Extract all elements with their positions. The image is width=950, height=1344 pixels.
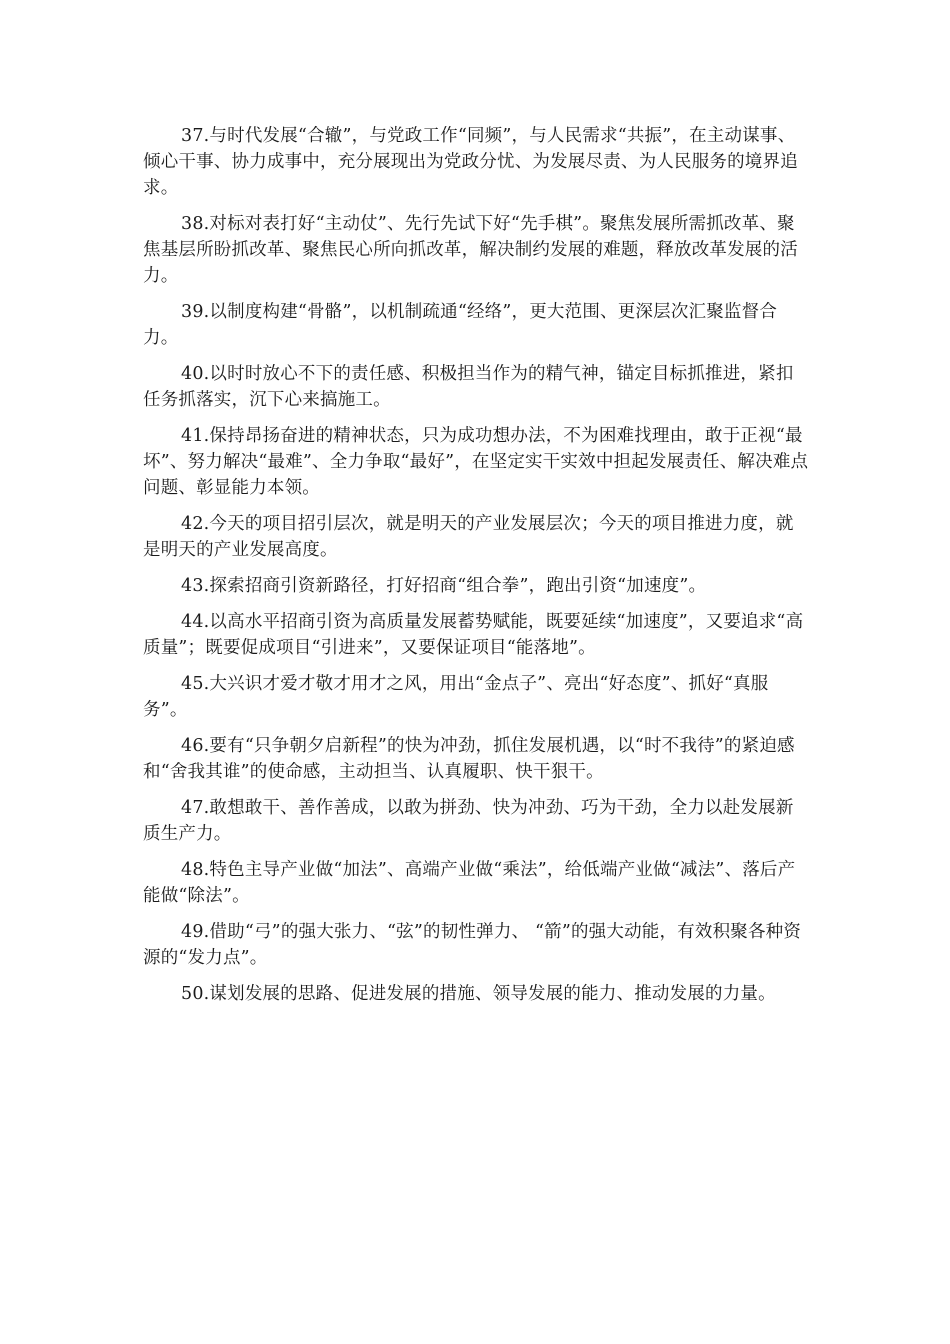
paragraph-44: 44.以高水平招商引资为高质量发展蓄势赋能，既要延续“加速度”，又要追求“高质量”；既要促成项目“引进来”，又要保证项目“能落地”。	[143, 612, 804, 658]
paragraph-43: 43.探索招商引资新路径，打好招商“组合拳”，跑出引资“加速度”。	[181, 576, 707, 596]
paragraph-49: 49.借助“弓”的强大张力、“弦”的韧性弹力、 “箭”的强大动能，有效积聚各种资源的“发力点”。	[143, 922, 802, 968]
paragraph-39: 39.以制度构建“骨骼”，以机制疏通“经络”，更大范围、更深层次汇聚监督合力。	[143, 302, 778, 348]
paragraph-38: 38.对标对表打好“主动仗”、先行先试下好“先手棋”。聚焦发展所需抓改革、聚焦基层所盼抓改革、聚焦民心所向抓改革，解决制约发展的难题，释放改革发展的活力。	[143, 214, 798, 286]
paragraph-42: 42.今天的项目招引层次，就是明天的产业发展层次；今天的项目推进力度，就是明天的产业发展高度。	[143, 514, 794, 560]
paragraph-40: 40.以时时放心不下的责任感、积极担当作为的精气神，锚定目标抓推进，紧扣任务抓落实，沉下心来搞施工。	[143, 364, 794, 410]
paragraph-47: 47.敢想敢干、善作善成，以敢为拼劲、快为冲劲、巧为干劲，全力以赴发展新质生产力。	[143, 798, 794, 844]
document-body	[143, 123, 811, 1017]
paragraph-45: 45.大兴识才爱才敬才用才之风，用出“金点子”、亮出“好态度”、抓好“真服务”。	[143, 674, 769, 720]
paragraph-41: 41.保持昂扬奋进的精神状态，只为成功想办法，不为困难找理由，敢于正视“最坏”、努力解决“最难”、全力争取“最好”，在坚定实干实效中担起发展责任、解决难点问题、彰显能力本领。	[143, 426, 809, 498]
paragraph-50: 50.谋划发展的思路、促进发展的措施、领导发展的能力、推动发展的力量。	[181, 984, 776, 1004]
paragraph-48: 48.特色主导产业做“加法”、高端产业做“乘法”，给低端产业做“减法”、落后产能做“除法”。	[143, 860, 796, 906]
paragraph-46: 46.要有“只争朝夕启新程”的快为冲劲，抓住发展机遇，以“时不我待”的紧迫感和“舍我其谁”的使命感，主动担当、认真履职、快干狠干。	[143, 736, 795, 782]
paragraph-37: 37.与时代发展“合辙”，与党政工作“同频”，与人民需求“共振”，在主动谋事、倾心干事、协力成事中，充分展现出为党政分忧、为发展尽责、为人民服务的境界追求。	[143, 126, 798, 198]
